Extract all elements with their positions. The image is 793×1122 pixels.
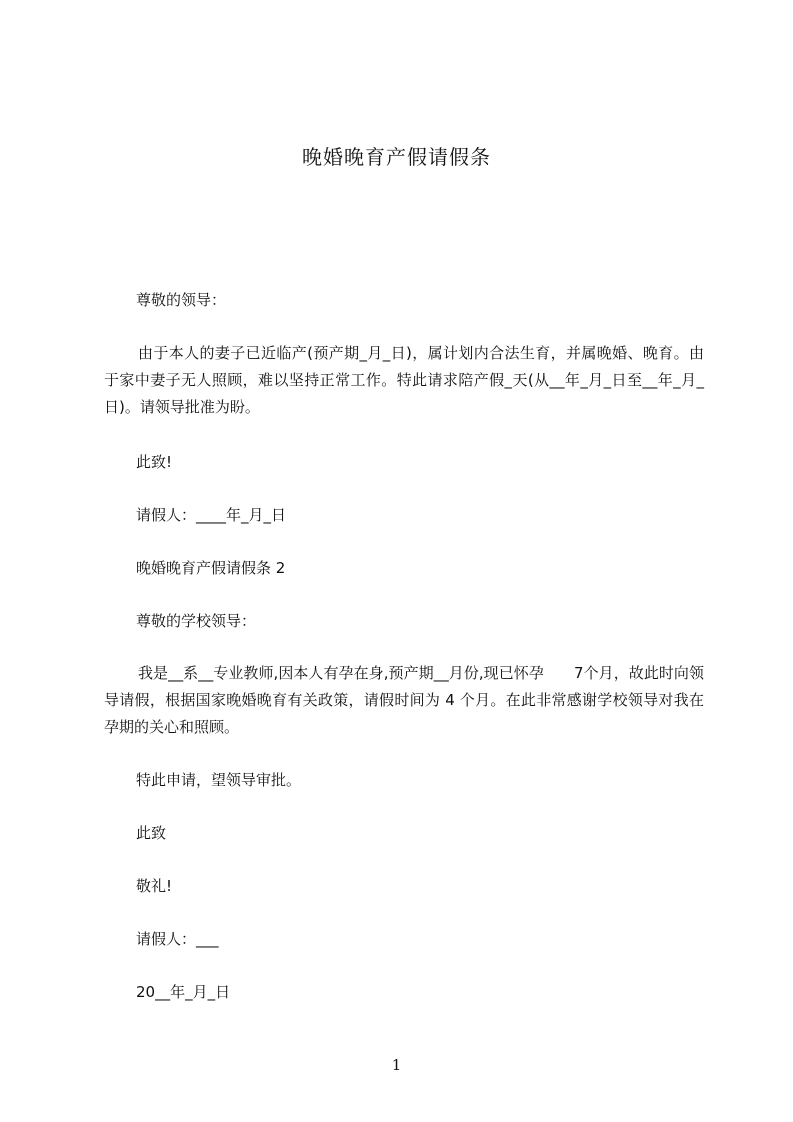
letter2-date: 20__年_月_日 <box>136 983 231 1001</box>
letter2-body: 我是__系__专业教师,因本人有孕在身,预产期__月份,现已怀孕 7个月，故此时向领导请假，根据国家晚婚晚育有关政策，请假时间为 4 个月。在此非常感谢学校领导对我在孕期的关心和照顾。 <box>104 664 704 736</box>
letter2-signature: 请假人：___ <box>136 930 219 948</box>
letter1-signature: 请假人：____年_月_日 <box>136 506 287 524</box>
page-number: 1 <box>391 1056 402 1074</box>
letter2-closing-2: 敬礼! <box>136 877 173 895</box>
document-title: 晚婚晚育产假请假条 <box>302 145 491 169</box>
letter1-closing: 此致! <box>136 453 173 471</box>
letter2-closing-1: 此致 <box>136 824 167 842</box>
letter1-body: 由于本人的妻子已近临产(预产期_月_日)，属计划内合法生育，并属晚婚、晚育。由于家中妻子无人照顾，难以坚持正常工作。特此请求陪产假_天(从__年_月_日至__年_月_日)。请领导批准为盼。 <box>104 344 704 416</box>
letter1-salutation: 尊敬的领导： <box>136 291 227 309</box>
letter2-salutation: 尊敬的学校领导： <box>136 612 257 630</box>
letter2-request: 特此申请，望领导审批。 <box>136 771 302 789</box>
letter2-heading: 晚婚晚育产假请假条 2 <box>136 559 286 577</box>
